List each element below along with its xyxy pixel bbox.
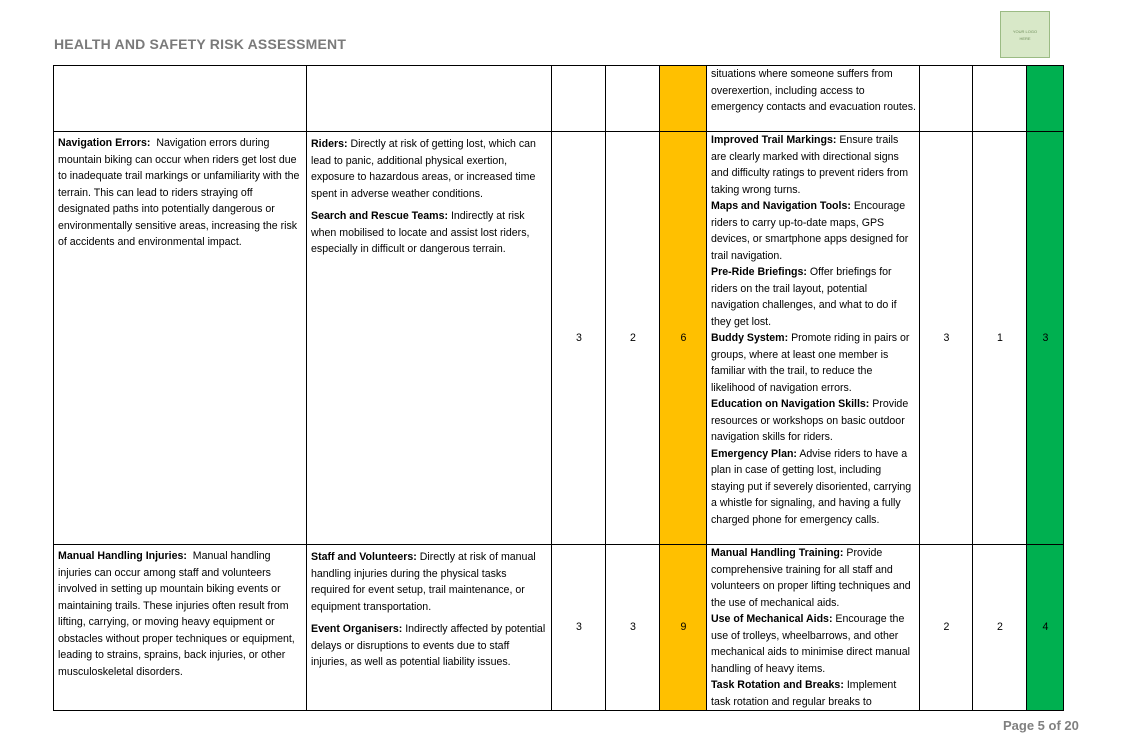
mitigation-cell bbox=[707, 132, 920, 545]
who-at-risk-cell bbox=[307, 66, 552, 132]
mitigation-item bbox=[711, 132, 916, 198]
logo-placeholder bbox=[1000, 11, 1050, 58]
residual-likelihood-cell: 2 bbox=[920, 545, 973, 711]
document-title: HEALTH AND SAFETY RISK ASSESSMENT bbox=[54, 36, 347, 52]
severity-cell: 3 bbox=[606, 545, 660, 711]
residual-likelihood-cell bbox=[920, 66, 973, 132]
likelihood-cell: 3 bbox=[552, 545, 606, 711]
mitigation-title: Manual Handling Training: bbox=[711, 547, 844, 559]
table-row bbox=[54, 66, 1064, 132]
logo-text-line2: HERE bbox=[1019, 35, 1031, 41]
mitigation-text: Provide resources or workshops on basic outdoor navigation skills for riders. bbox=[711, 398, 909, 443]
mitigation-title: Task Rotation and Breaks: bbox=[711, 679, 844, 691]
who-item bbox=[311, 621, 548, 671]
who-text: Directly at risk of manual handling injuries during the physical tasks required for event setup, trail maintenance, or equipment transportation. bbox=[311, 551, 536, 613]
mitigation-item bbox=[711, 198, 916, 264]
table-row bbox=[54, 545, 1064, 711]
who-item bbox=[311, 549, 548, 615]
mitigation-item bbox=[711, 545, 916, 611]
mitigation-text: situations where someone suffers from overexertion, including access to emergency contacts and evacuation routes. bbox=[711, 68, 916, 113]
mitigation-text: Implement task rotation and regular breaks to bbox=[711, 679, 897, 708]
residual-severity-cell bbox=[973, 66, 1027, 132]
who-title: Riders: bbox=[311, 138, 348, 150]
hazard-description bbox=[58, 135, 303, 251]
hazard-cell bbox=[54, 545, 307, 711]
mitigation-text: Advise riders to have a plan in case of getting lost, including staying put if severely disoriented, carrying a whistle for signaling, and having a fully charged phone for emergency calls. bbox=[711, 447, 912, 526]
who-title: Staff and Volunteers: bbox=[311, 551, 417, 563]
mitigation-text: Encourage the use of trolleys, wheelbarrows, and other mechanical aids to minimise direct manual handling of heavy items. bbox=[711, 613, 911, 675]
mitigation-title: Use of Mechanical Aids: bbox=[711, 613, 833, 625]
mitigation-text: Ensure trails are clearly marked with directional signs and difficulty ratings to prevent riders from taking wrong turns. bbox=[711, 134, 909, 196]
risk-rating-cell bbox=[660, 66, 707, 132]
mitigation-title: Improved Trail Markings: bbox=[711, 134, 837, 146]
hazard-title: Manual Handling Injuries: bbox=[58, 550, 187, 562]
page-number: Page 5 of 20 bbox=[1003, 718, 1079, 733]
mitigation-title: Education on Navigation Skills: bbox=[711, 398, 870, 410]
logo-text-line1: YOUR LOGO bbox=[1012, 28, 1038, 34]
mitigation-cell bbox=[707, 545, 920, 711]
mitigation-item bbox=[711, 330, 916, 396]
mitigation-text: Promote riding in pairs or groups, where at least one member is familiar with the trail, to reduce the likelihood of navigation errors. bbox=[711, 332, 910, 394]
hazard-description bbox=[58, 548, 303, 680]
who-title: Event Organisers: bbox=[311, 623, 403, 635]
severity-cell bbox=[606, 66, 660, 132]
residual-risk-cell bbox=[1027, 66, 1064, 132]
likelihood-cell: 3 bbox=[552, 132, 606, 545]
residual-likelihood-cell: 3 bbox=[920, 132, 973, 545]
who-item bbox=[311, 136, 548, 202]
mitigation-title: Emergency Plan: bbox=[711, 447, 797, 460]
residual-severity-cell: 2 bbox=[973, 545, 1027, 711]
hazard-text: Navigation errors during mountain biking can occur when riders get lost due to inadequate trail markings or unfamiliarity with the terrain. This can lead to riders straying off designated paths into potentially dangerous or environmentally sensitive areas, increasing the risk of accidents and environmental impact. bbox=[58, 137, 300, 248]
hazard-cell bbox=[54, 132, 307, 545]
mitigation-text: Encourage riders to carry up-to-date maps, GPS devices, or smartphone apps designed for trail navigation. bbox=[711, 200, 909, 262]
mitigation-item bbox=[711, 677, 916, 710]
mitigation-title: Pre-Ride Briefings: bbox=[711, 266, 807, 278]
who-title: Search and Rescue Teams: bbox=[311, 210, 448, 222]
mitigation-item bbox=[711, 446, 916, 529]
mitigation-title: Buddy System: bbox=[711, 332, 789, 344]
who-text: Directly at risk of getting lost, which can lead to panic, additional physical exertion, exposure to hazardous areas, or increased time spent in adverse weather conditions. bbox=[311, 138, 536, 200]
mitigation-cell bbox=[707, 66, 920, 132]
residual-risk-cell: 3 bbox=[1027, 132, 1064, 545]
hazard-cell bbox=[54, 66, 307, 132]
severity-cell: 2 bbox=[606, 132, 660, 545]
hazard-title: Navigation Errors: bbox=[58, 137, 151, 149]
mitigation-title: Maps and Navigation Tools: bbox=[711, 200, 851, 212]
mitigation-item bbox=[711, 611, 916, 677]
residual-risk-cell: 4 bbox=[1027, 545, 1064, 711]
risk-assessment-table bbox=[53, 65, 1064, 711]
likelihood-cell bbox=[552, 66, 606, 132]
risk-rating-cell: 9 bbox=[660, 545, 707, 711]
residual-severity-cell: 1 bbox=[973, 132, 1027, 545]
who-text: Indirectly affected by potential delays or disruptions to events due to staff injuries, as well as potential liability issues. bbox=[311, 623, 546, 668]
who-item bbox=[311, 208, 548, 258]
mitigation-item bbox=[711, 264, 916, 330]
who-text: Indirectly at risk when mobilised to locate and assist lost riders, especially in difficult or dangerous terrain. bbox=[311, 210, 530, 255]
mitigation-text: Offer briefings for riders on the trail layout, potential navigation challenges, and what to do if they get lost. bbox=[711, 266, 897, 328]
hazard-text: Manual handling injuries can occur among staff and volunteers involved in setting up mountain biking events or maintaining trails. These injuries often result from lifting, carrying, or moving heavy equipment or obstacles without proper techniques or equipment, leading to strains, sprains, back injuries, or other musculoskeletal disorders. bbox=[58, 550, 295, 678]
risk-rating-cell: 6 bbox=[660, 132, 707, 545]
mitigation-item bbox=[711, 396, 916, 446]
table-row bbox=[54, 132, 1064, 545]
who-at-risk-cell bbox=[307, 132, 552, 545]
mitigation-item bbox=[711, 66, 916, 116]
who-at-risk-cell bbox=[307, 545, 552, 711]
mitigation-text: Provide comprehensive training for all staff and volunteers on proper lifting techniques and the use of mechanical aids. bbox=[711, 547, 911, 609]
